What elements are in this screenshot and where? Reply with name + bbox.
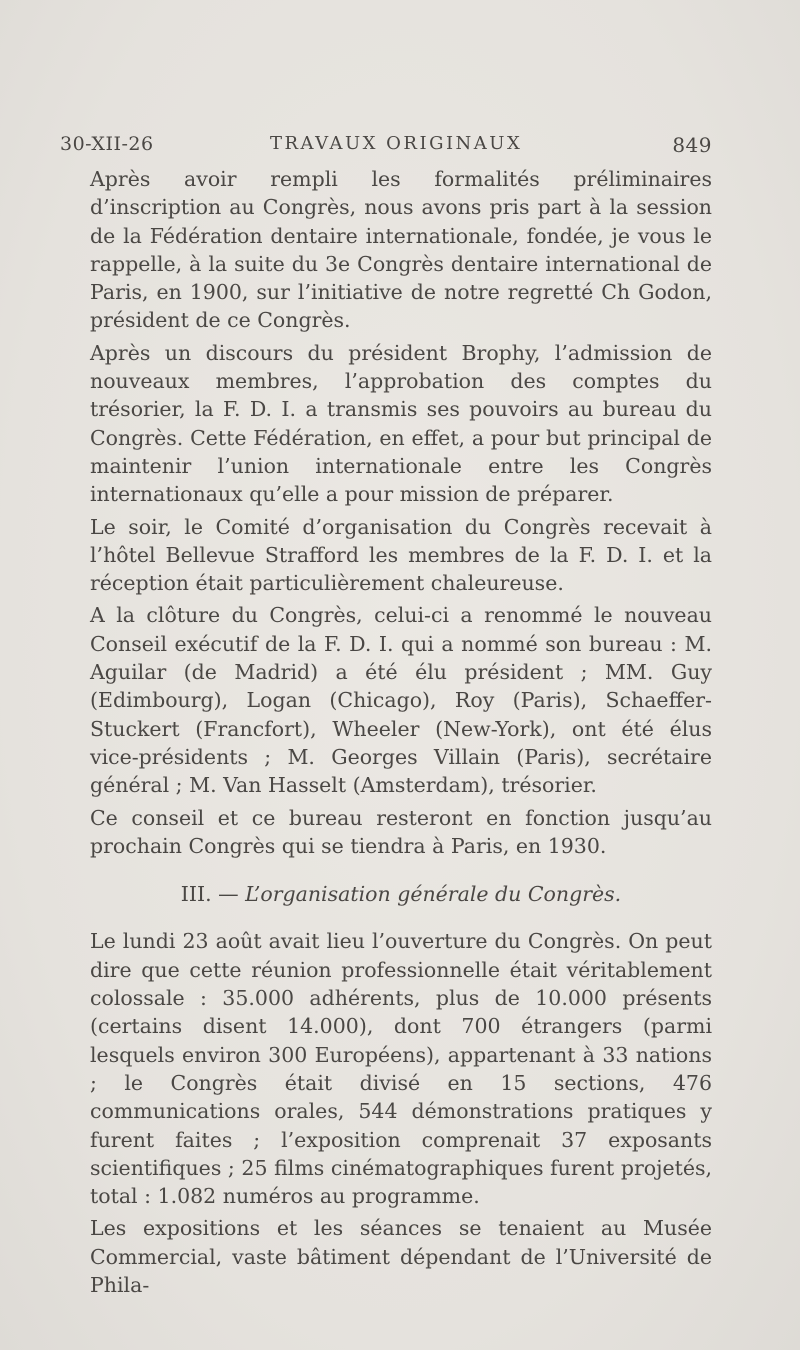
header-section-title: TRAVAUX ORIGINAUX [270, 133, 523, 154]
paragraph-7: Les expositions et les séances se tenaient au Musée Commercial, vaste bâtiment dépendant de l’Université de Phila- [90, 1216, 712, 1297]
page-number: 849 [672, 133, 712, 157]
paragraph-4: A la clôture du Congrès, celui-ci a renommé le nouveau Conseil exécutif de la F. D. I. qui a nommé son bureau : M. Aguilar (de Madrid) a été élu président ; MM. Guy (Edimbourg), Logan (Chicago), Roy (Paris), Schaeffer-Stuckert (Francfort), Wheeler (New-York), ont été élus vice-présidents ; M. Georges Villain (Paris), secrétaire général ; M. Van Hasselt (Amsterdam), trésorier. [90, 603, 712, 798]
section-heading-number: III. — [180, 882, 239, 907]
running-header [60, 133, 712, 163]
section-heading [90, 880, 712, 908]
paragraph-1: Après avoir rempli les formalités préliminaires d’inscription au Congrès, nous avons pris part à la session de la Fédération dentaire internationale, fondée, je vous le rappelle, à la suite du 3e Congrès dentaire international de Paris, en 1900, sur l’initiative de notre regretté Ch Godon, président de ce Congrès. [90, 167, 712, 333]
paragraph-5: Ce conseil et ce bureau resteront en fonction jusqu’au prochain Congrès qui se tiendra à Paris, en 1930. [90, 805, 712, 858]
section-heading-title: L’organisation générale du Congrès. [245, 882, 622, 907]
body-text [90, 165, 712, 1303]
header-date: 30-XII-26 [60, 133, 154, 155]
paragraph-3: Le soir, le Comité d’organisation du Congrès recevait à l’hôtel Bellevue Strafford les membres de la F. D. I. et la réception était particulièrement chaleureuse. [90, 514, 712, 596]
paragraph-6: Le lundi 23 août avait lieu l’ouverture du Congrès. On peut dire que cette réunion professionnelle était véritablement colossale : 35.000 adhérents, plus de 10.000 présents (certains disent 14.000), dont 700 étrangers (parmi lesquels environ 300 Européens), appartenant à 33 nations ; le Congrès était divisé en 15 sections, 476 communications orales, 544 démonstrations pratiques y furent faites ; l’exposition comprenait 37 exposants scientifiques ; 25 films cinématographiques furent projetés, total : 1.082 numéros au programme. [90, 929, 712, 1209]
paragraph-2: Après un discours du président Brophy, l’admission de nouveaux membres, l’approbation des comptes du trésorier, la F. D. I. a transmis ses pouvoirs au bureau du Congrès. Cette Fédération, en effet, a pour but principal de maintenir l’union internationale entre les Congrès internationaux qu’elle a pour mission de préparer. [90, 340, 712, 507]
